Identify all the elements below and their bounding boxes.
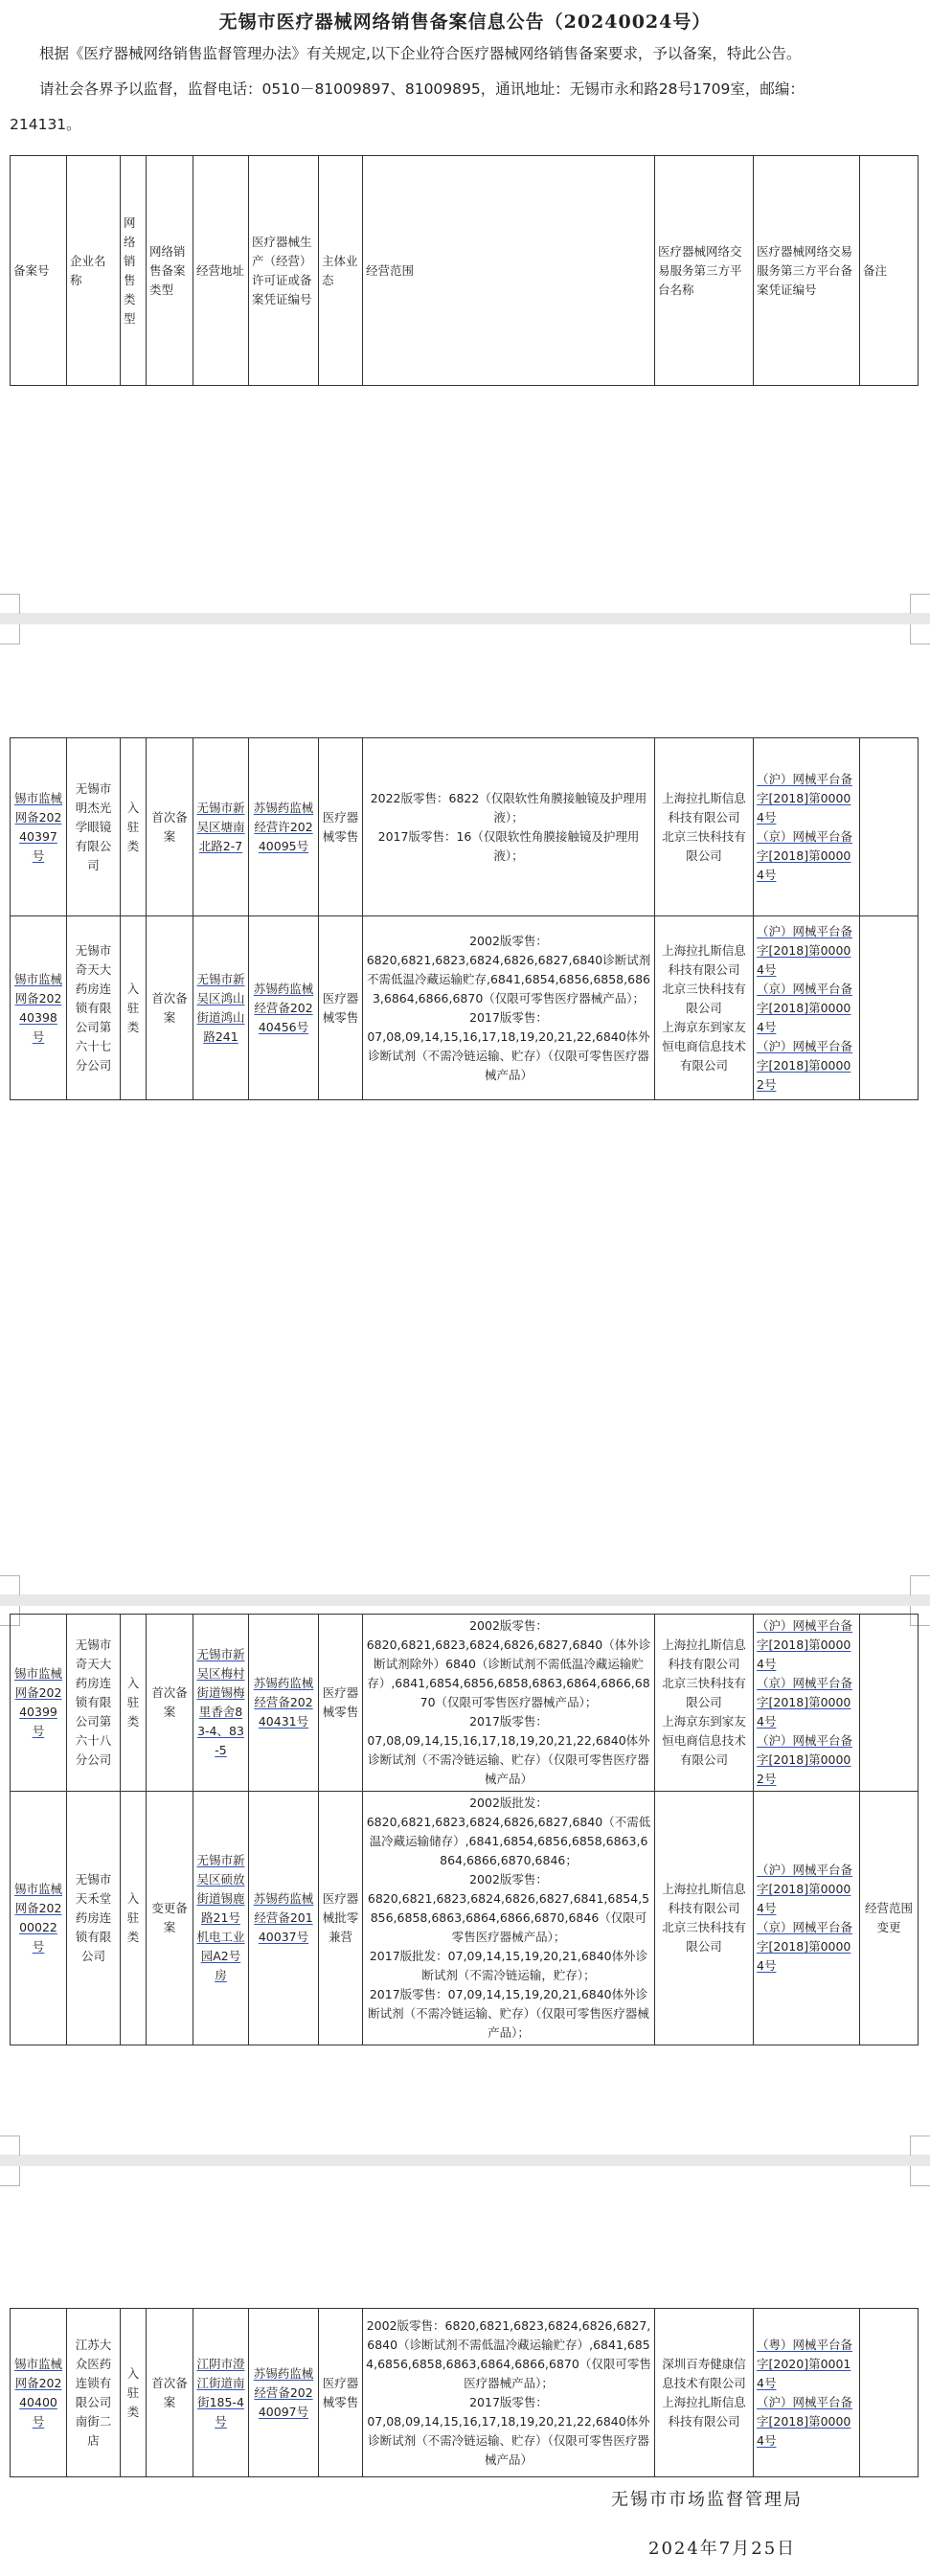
cell-platform-no-line: （粤）网械平台备字[2020]第00014号 [757, 2337, 853, 2390]
cell-scope-line: 6820,6821,6823,6824,6826,6827,6840（体外诊断试剂除外）6840（诊断试剂不需低温冷藏运输贮存）,6841,6854,6856,6858,6863,6864,6866,6870（仅限可零售医疗器械产品）； [366, 1638, 651, 1709]
cell-record-no [11, 2309, 67, 2477]
cell-company [67, 2309, 121, 2477]
header-type: 网络销售类型 [121, 156, 147, 386]
cell-platform-no [754, 2309, 860, 2477]
page-corner-mark [0, 1575, 20, 1595]
cell-record-type [147, 916, 193, 1100]
cell-record-no-text: 锡市监械网备20240400号 [13, 2356, 62, 2429]
page-corner-mark [0, 594, 20, 614]
cell-address-text: 无锡市新吴区塘南北路2-7 [196, 800, 245, 853]
cell-record-no [11, 1615, 67, 1792]
cell-platform-line: 北京三快科技有限公司 [662, 1920, 746, 1954]
page-corner-mark [910, 2135, 930, 2156]
cell-business [319, 916, 363, 1100]
cell-platform-no-line: （沪）网械平台备字[2018]第00004号 [757, 1618, 853, 1671]
table-row [11, 738, 919, 916]
page-3 [0, 1606, 930, 2155]
cell-record-type [147, 1792, 193, 2045]
cell-company-text: 无锡市明杰光学眼镜有限公司 [75, 780, 112, 872]
header-license: 医疗器械生产（经营）许可证或备案凭证编号 [249, 156, 319, 386]
records-table-page-3 [10, 1614, 919, 2045]
cell-sale-type-text: 入驻类 [126, 800, 140, 853]
page-corner-mark [0, 624, 20, 644]
header-platform: 医疗器械网络交易服务第三方平台名称 [655, 156, 754, 386]
cell-remark [860, 1792, 919, 2045]
cell-scope-line: 2002版零售： [469, 1872, 548, 1887]
cell-platform-line: 上海拉扎斯信息科技有限公司 [662, 2394, 746, 2429]
cell-address [193, 2309, 249, 2477]
cell-platform-line: 上海拉扎斯信息科技有限公司 [662, 790, 746, 825]
intro-line-2: 请社会各界予以监督，监督电话：0510－81009897、81009895，通讯地址：无锡市永和路28号1709室，邮编： [39, 80, 805, 98]
records-table-page-2 [10, 737, 919, 1100]
cell-license-text: 苏锡药监械经营备20240456号 [253, 981, 314, 1034]
cell-record-no-text: 锡市监械网备20240399号 [13, 1666, 62, 1738]
cell-sale-type [121, 916, 147, 1100]
cell-platform-no-line: （京）网械平台备字[2018]第00004号 [757, 981, 853, 1034]
cell-platform-line: 上海拉扎斯信息科技有限公司 [662, 942, 746, 977]
page-corner-mark [910, 2166, 930, 2186]
cell-scope-line: 2022版零售：6822（仅限软性角膜接触镜及护理用液）； [370, 790, 647, 825]
cell-address [193, 1615, 249, 1792]
cell-sale-type [121, 1615, 147, 1792]
cell-license-text: 苏锡药监械经营备20140037号 [253, 1891, 314, 1944]
cell-scope-line: 2002版批发： [469, 1796, 548, 1810]
cell-business-text: 医疗器械零售 [322, 2375, 359, 2409]
cell-address-text: 江阴市澄江街道南街185-4号 [196, 2356, 245, 2429]
cell-license-text: 苏锡药监械经营备20240431号 [253, 1676, 314, 1729]
cell-license-text: 苏锡药监械经营备20240097号 [253, 2365, 314, 2419]
cell-company [67, 916, 121, 1100]
cell-license [249, 2309, 319, 2477]
cell-company [67, 1792, 121, 2045]
cell-scope-line: 2017版零售：16（仅限软性角膜接触镜及护理用液）； [377, 828, 640, 863]
intro-line-1: 根据《医疗器械网络销售监督管理办法》有关规定,以下企业符合医疗器械网络销售备案要求，予以备案，特此公告。 [39, 45, 802, 62]
cell-scope [363, 916, 655, 1100]
issuer-signature: 无锡市市场监督管理局 [611, 2490, 803, 2510]
page-corner-mark [910, 594, 930, 614]
cell-remark-text: 经营范围变更 [864, 1901, 913, 1934]
cell-record-no [11, 738, 67, 916]
cell-business-text: 医疗器械零售 [322, 809, 359, 844]
cell-company-text: 江苏大众医药连锁有限公司南街二店 [75, 2337, 112, 2448]
cell-remark [860, 738, 919, 916]
page-corner-mark [910, 1575, 930, 1595]
page-corner-mark [910, 624, 930, 644]
page-corner-mark [0, 2135, 20, 2156]
cell-business [319, 738, 363, 916]
cell-platform-no-line: （沪）网械平台备字[2018]第00002号 [757, 1733, 853, 1786]
cell-platform-line: 北京三快科技有限公司 [662, 1676, 746, 1709]
cell-scope [363, 738, 655, 916]
cell-record-type [147, 1615, 193, 1792]
cell-platform-no-line: （京）网械平台备字[2018]第00004号 [757, 828, 853, 882]
header-scope: 经营范围 [363, 156, 655, 386]
cell-company-text: 无锡市奇天大药房连锁有限公司第六十八分公司 [75, 1638, 112, 1767]
cell-business-text: 医疗器械零售 [322, 990, 359, 1025]
cell-scope-line: 2002版零售： [469, 1618, 548, 1633]
cell-company-text: 无锡市天禾堂药房连锁有限公司 [75, 1872, 112, 1963]
cell-remark [860, 1615, 919, 1792]
cell-license [249, 1615, 319, 1792]
header-record-type: 网络销售备案类型 [147, 156, 193, 386]
cell-scope-line: 2017版批发：07,09,14,15,19,20,21,6840体外诊断试剂（不需冷链运输，贮存）； [369, 1949, 648, 1982]
cell-company-text: 无锡市奇天大药房连锁有限公司第六十七分公司 [75, 942, 112, 1073]
header-table [10, 155, 919, 386]
cell-sale-type-text: 入驻类 [126, 1676, 140, 1729]
header-business: 主体业态 [319, 156, 363, 386]
cell-record-type [147, 738, 193, 916]
cell-platform-no-line: （沪）网械平台备字[2018]第00002号 [757, 1038, 853, 1092]
cell-sale-type [121, 1792, 147, 2045]
cell-platform-no-line: （京）网械平台备字[2018]第00004号 [757, 1676, 853, 1729]
table-row [11, 1615, 919, 1792]
cell-business [319, 2309, 363, 2477]
cell-platform-no-line: （沪）网械平台备字[2018]第00004号 [757, 1863, 853, 1915]
cell-scope-line: 2002版零售：6820,6821,6823,6824,6826,6827,6840（诊断试剂不需低温冷藏运输贮存）,6841,6854,6856,6858,6863,6864,6866,6870（仅限可零售医疗器械产品）； [366, 2317, 651, 2390]
cell-address [193, 738, 249, 916]
cell-record-type-text: 首次备案 [151, 2375, 188, 2409]
header-address: 经营地址 [193, 156, 249, 386]
cell-scope [363, 1792, 655, 2045]
cell-platform-line: 上海京东到家友恒电商信息技术有限公司 [662, 1714, 746, 1767]
cell-address-text: 无锡市新吴区硕放街道锡鹿路21号机电工业园A2号房 [196, 1853, 245, 1982]
cell-scope-line: 6820,6821,6823,6824,6826,6827,6840（不需低温冷藏运输储存）,6841,6854,6856,6858,6863,6864,6866,6870,6846； [366, 1815, 651, 1867]
cell-record-type-text: 变更备案 [151, 1901, 188, 1934]
cell-platform-no-line: （沪）网械平台备字[2018]第00004号 [757, 771, 853, 825]
page-1 [0, 0, 930, 613]
page-2 [0, 624, 930, 1594]
cell-license [249, 1792, 319, 2045]
cell-platform-line: 北京三快科技有限公司 [662, 981, 746, 1015]
cell-platform-no [754, 916, 860, 1100]
cell-sale-type-text: 入驻类 [126, 981, 140, 1034]
cell-scope-line: 6820,6821,6823,6824,6826,6827,6841,6854,5856,6858,6863,6864,6866,6870,6846（仅限可零售医疗器械产品）； [367, 1891, 650, 1944]
cell-platform [655, 916, 754, 1100]
cell-license [249, 916, 319, 1100]
cell-license-text: 苏锡药监械经营许20240095号 [253, 800, 314, 853]
cell-platform-line: 上海拉扎斯信息科技有限公司 [662, 1882, 746, 1915]
page-title: 无锡市医疗器械网络销售备案信息公告（20240024号） [218, 11, 712, 33]
cell-record-type-text: 首次备案 [151, 1685, 188, 1719]
cell-address-text: 无锡市新吴区鸿山街道鸿山路241 [196, 971, 245, 1044]
table-row [11, 916, 919, 1100]
cell-scope-line: 07,08,09,14,15,16,17,18,19,20,21,22,6840体外诊断试剂（不需冷链运输、贮存）（仅限可零售医疗器械产品） [367, 1733, 650, 1786]
cell-sale-type [121, 2309, 147, 2477]
cell-record-no-text: 锡市监械网备20200022号 [13, 1882, 62, 1954]
cell-platform [655, 738, 754, 916]
cell-platform-no [754, 1792, 860, 2045]
cell-sale-type [121, 738, 147, 916]
cell-platform-no-line: （京）网械平台备字[2018]第00004号 [757, 1920, 853, 1973]
page-corner-mark [0, 2166, 20, 2186]
table-header-row [11, 156, 919, 386]
cell-record-type [147, 2309, 193, 2477]
cell-record-type-text: 首次备案 [151, 809, 188, 844]
cell-scope-line: 2017版零售：07,09,14,15,19,20,21,6840体外诊断试剂（不需冷链运输、贮存）（仅限可零售医疗器械产品）； [368, 1987, 649, 2040]
cell-business [319, 1792, 363, 2045]
header-remark: 备注 [860, 156, 919, 386]
cell-platform-line: 深圳百寿健康信息技术有限公司 [662, 2356, 746, 2390]
cell-record-no-text: 锡市监械网备20240398号 [13, 971, 62, 1044]
cell-platform-line: 北京三快科技有限公司 [662, 828, 746, 863]
cell-scope-line: 6820,6821,6823,6824,6826,6827,6840诊断试剂不需低温冷藏运输贮存,6841,6854,6856,6858,6863,6864,6866,6870（仅限可零售医疗器械产品）； [366, 952, 651, 1006]
cell-sale-type-text: 入驻类 [126, 2365, 140, 2419]
cell-address-text: 无锡市新吴区梅村街道锡梅里香舍83-4、83-5 [196, 1647, 245, 1757]
cell-company [67, 738, 121, 916]
cell-record-no-text: 锡市监械网备20240397号 [13, 790, 62, 863]
cell-scope-line: 07,08,09,14,15,16,17,18,19,20,21,22,6840体外诊断试剂（不需冷链运输、贮存）（仅限可零售医疗器械产品） [367, 2413, 650, 2467]
cell-scope-line: 2002版零售： [469, 933, 548, 948]
cell-scope [363, 2309, 655, 2477]
cell-platform-line: 上海京东到家友恒电商信息技术有限公司 [662, 1019, 746, 1073]
intro-line-3: 214131。 [10, 116, 81, 133]
cell-scope-line: 07,08,09,14,15,16,17,18,19,20,21,22,6840体外诊断试剂（不需冷链运输、贮存）（仅限可零售医疗器械产品） [367, 1028, 650, 1082]
cell-company [67, 1615, 121, 1792]
page-4 [0, 2166, 930, 2576]
cell-platform [655, 2309, 754, 2477]
records-table-page-4 [10, 2308, 919, 2477]
cell-sale-type-text: 入驻类 [126, 1891, 140, 1944]
cell-remark [860, 916, 919, 1100]
cell-business [319, 1615, 363, 1792]
cell-platform-no [754, 1615, 860, 1792]
cell-platform-no-line: （沪）网械平台备字[2018]第00004号 [757, 2394, 853, 2448]
cell-address [193, 1792, 249, 2045]
issue-date: 2024年7月25日 [648, 2539, 797, 2559]
cell-scope-line: 2017版零售： [469, 2394, 548, 2409]
cell-remark [860, 2309, 919, 2477]
cell-license [249, 738, 319, 916]
cell-platform [655, 1615, 754, 1792]
intro-text [10, 36, 919, 143]
table-row [11, 2309, 919, 2477]
header-company: 企业名称 [67, 156, 121, 386]
cell-address [193, 916, 249, 1100]
cell-record-no [11, 916, 67, 1100]
cell-platform-no-line: （沪）网械平台备字[2018]第00004号 [757, 923, 853, 977]
cell-business-text: 医疗器械批零兼营 [322, 1891, 359, 1944]
cell-record-type-text: 首次备案 [151, 990, 188, 1025]
cell-platform-line: 上海拉扎斯信息科技有限公司 [662, 1638, 746, 1671]
cell-scope-line: 2017版零售： [469, 1009, 548, 1025]
cell-platform [655, 1792, 754, 2045]
header-no: 备案号 [11, 156, 67, 386]
table-row [11, 1792, 919, 2045]
cell-scope [363, 1615, 655, 1792]
cell-record-no [11, 1792, 67, 2045]
cell-platform-no [754, 738, 860, 916]
header-platform-no: 医疗器械网络交易服务第三方平台备案凭证编号 [754, 156, 860, 386]
cell-business-text: 医疗器械零售 [322, 1685, 359, 1719]
cell-scope-line: 2017版零售： [469, 1714, 548, 1729]
